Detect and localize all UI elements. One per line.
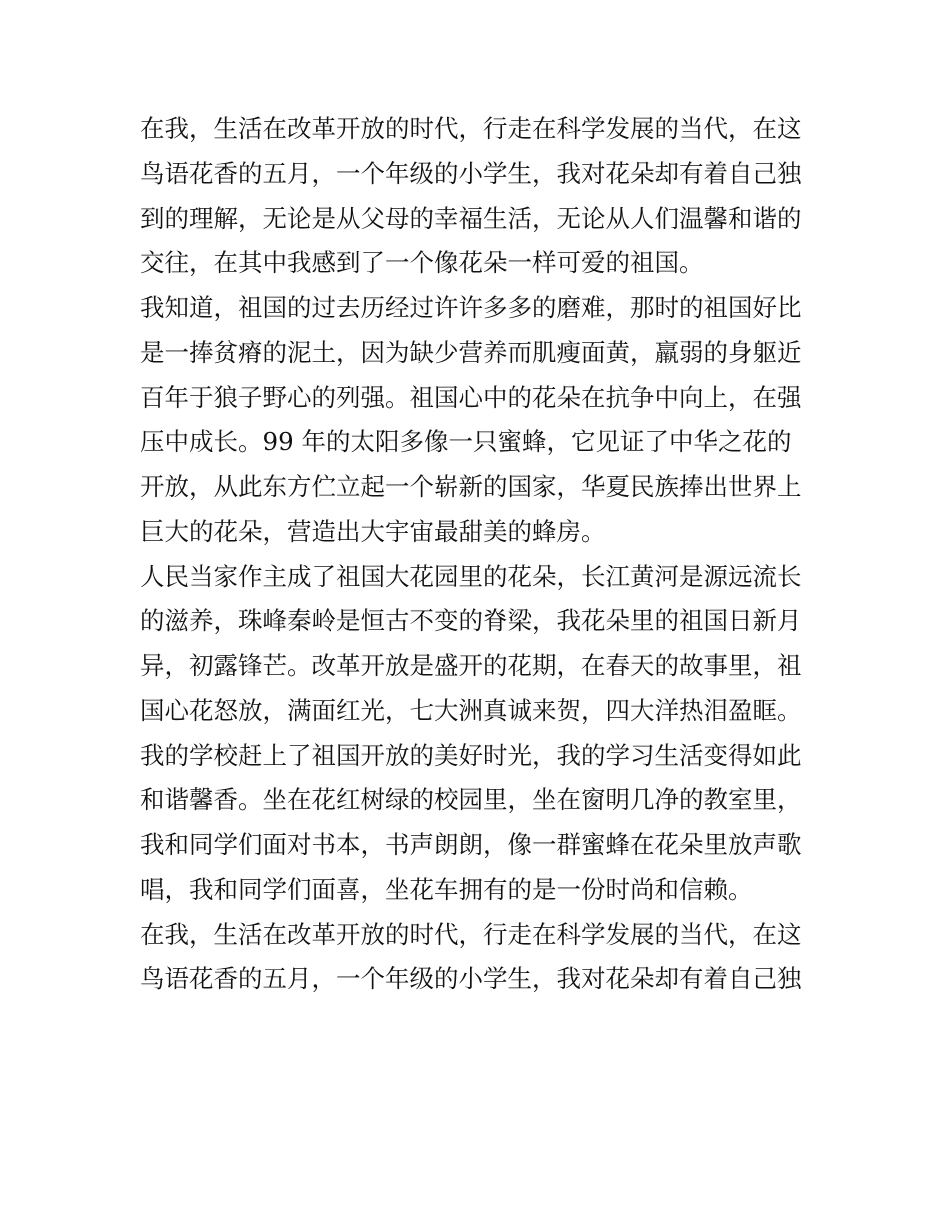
text-line: 到的理解，无论是从父母的幸福生活，无论从人们温馨和谐的 — [140, 203, 802, 233]
text-line: 鸟语花香的五月，一个年级的小学生，我对花朵却有着自己独 — [140, 158, 802, 188]
text-line: 开放，从此东方伫立起一个崭新的国家，华夏民族捧出世界上 — [140, 472, 802, 501]
text-line: 交往，在其中我感到了一个像花朵一样可爱的祖国。 — [140, 248, 704, 278]
text-line: 的滋养，珠峰秦岭是恒古不变的脊梁，我花朵里的祖国日新月 — [140, 606, 802, 636]
text-line: 国心花怒放，满面红光，七大洲真诚来贺，四大洋热泪盈眶。 — [140, 695, 802, 725]
text-line: 百年于狼子野心的列强。祖国心中的花朵在抗争中向上，在强 — [140, 382, 802, 412]
text-line: 在我，生活在改革开放的时代，行走在科学发展的当代，在这 — [140, 919, 802, 949]
text-line: 在我，生活在改革开放的时代，行走在科学发展的当代，在这 — [140, 114, 802, 143]
text-line: 我的学校赶上了祖国开放的美好时光，我的学习生活变得如此 — [140, 740, 802, 770]
text-line: 巨大的花朵，营造出大宇宙最甜美的蜂房。 — [140, 516, 606, 546]
text-line: 人民当家作主成了祖国大花园里的花朵，长江黄河是源远流长 — [140, 561, 802, 591]
text-line: 鸟语花香的五月，一个年级的小学生，我对花朵却有着自己独 — [140, 964, 802, 994]
text-line: 我知道，祖国的过去历经过许许多多的磨难，那时的祖国好比 — [140, 293, 802, 322]
text-line: 异，初露锋芒。改革开放是盛开的花期，在春天的故事里，祖 — [140, 651, 802, 680]
text-line: 压中成长。99 年的太阳多像一只蜜蜂，它见证了中华之花的 — [140, 427, 792, 457]
text-line: 和谐馨香。坐在花红树绿的校园里，坐在窗明几净的教室里， — [140, 785, 802, 815]
document-body — [140, 107, 814, 1002]
text-line: 唱，我和同学们面喜，坐花车拥有的是一份时尚和信赖。 — [140, 874, 753, 904]
text-line: 是一捧贫瘠的泥土，因为缺少营养而肌瘦面黄，羸弱的身躯近 — [140, 337, 802, 367]
text-line: 我和同学们面对书本，书声朗朗，像一群蜜蜂在花朵里放声歌 — [140, 830, 802, 859]
